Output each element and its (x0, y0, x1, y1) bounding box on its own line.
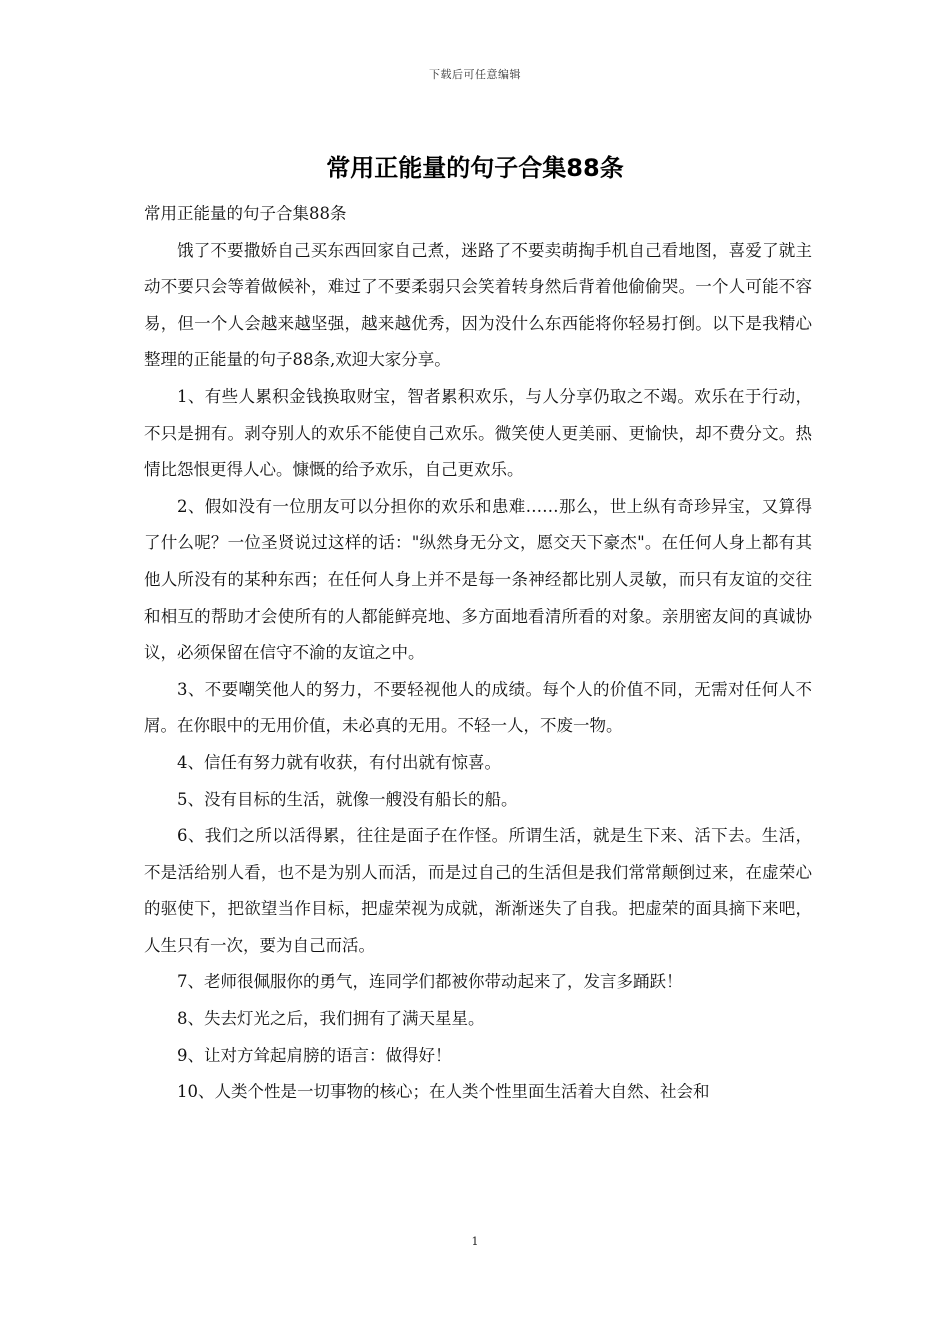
paragraph-item-10: 10、人类个性是一切事物的核心；在人类个性里面生活着大自然、社会和 (177, 1082, 710, 1102)
paragraph-item-3: 3、不要嘲笑他人的努力，不要轻视他人的成绩。每个人的价值不同，无需对任何人不屑。在你眼中的无用价值，未必真的无用。不轻一人，不废一物。 (144, 679, 812, 736)
paragraph-item-8: 8、失去灯光之后，我们拥有了满天星星。 (177, 1009, 485, 1029)
paragraph-item-9: 9、让对方耸起肩膀的语言：做得好！ (177, 1045, 452, 1065)
paragraph-item-7: 7、老师很佩服你的勇气，连同学们都被你带动起来了，发言多踊跃！ (177, 972, 683, 992)
paragraph-item-2: 2、假如没有一位朋友可以分担你的欢乐和患难……那么，世上纵有奇珍异宝，又算得了什么呢？一位圣贤说过这样的话："纵然身无分文，愿交天下豪杰"。在任何人身上都有其他人所没有的某种东西；在任何人身上并不是每一条神经都比别人灵敏，而只有友谊的交往和相互的帮助才会使所有的人都能鲜亮地、多方面地看清所看的对象。亲朋密友间的真诚协议，必须保留在信守不渝的友谊之中。 (144, 496, 812, 663)
page-number: 1 (471, 1235, 479, 1248)
header-note: 下载后可任意编辑 (429, 68, 521, 81)
paragraph-item-4: 4、信任有努力就有收获，有付出就有惊喜。 (177, 752, 501, 772)
document-body (144, 196, 812, 1111)
paragraph-item-1: 1、有些人累积金钱换取财宝，智者累积欢乐，与人分享仍取之不竭。欢乐在于行动，不只是拥有。剥夺别人的欢乐不能使自己欢乐。微笑使人更美丽、更愉快，却不费分文。热情比怨恨更得人心。慷慨的给予欢乐，自己更欢乐。 (144, 386, 812, 480)
document-subtitle: 常用正能量的句子合集88条 (144, 204, 347, 223)
paragraph-item-6: 6、我们之所以活得累，往往是面子在作怪。所谓生活，就是生下来、活下去。生活，不是活给别人看，也不是为别人而活，而是过自己的生活但是我们常常颠倒过来，在虚荣心的驱使下，把欲望当作目标，把虚荣视为成就，渐渐迷失了自我。把虚荣的面具摘下来吧，人生只有一次，要为自己而活。 (144, 826, 812, 955)
paragraph-intro: 饿了不要撒娇自己买东西回家自己煮，迷路了不要卖萌掏手机自己看地图，喜爱了就主动不要只会等着做候补，难过了不要柔弱只会笑着转身然后背着他偷偷哭。一个人可能不容易，但一个人会越来越坚强，越来越优秀，因为没什么东西能将你轻易打倒。以下是我精心整理的正能量的句子88条,欢迎大家分享。 (144, 240, 812, 370)
paragraph-item-5: 5、没有目标的生活，就像一艘没有船长的船。 (177, 789, 518, 809)
document-title: 常用正能量的句子合集88条 (326, 154, 624, 182)
